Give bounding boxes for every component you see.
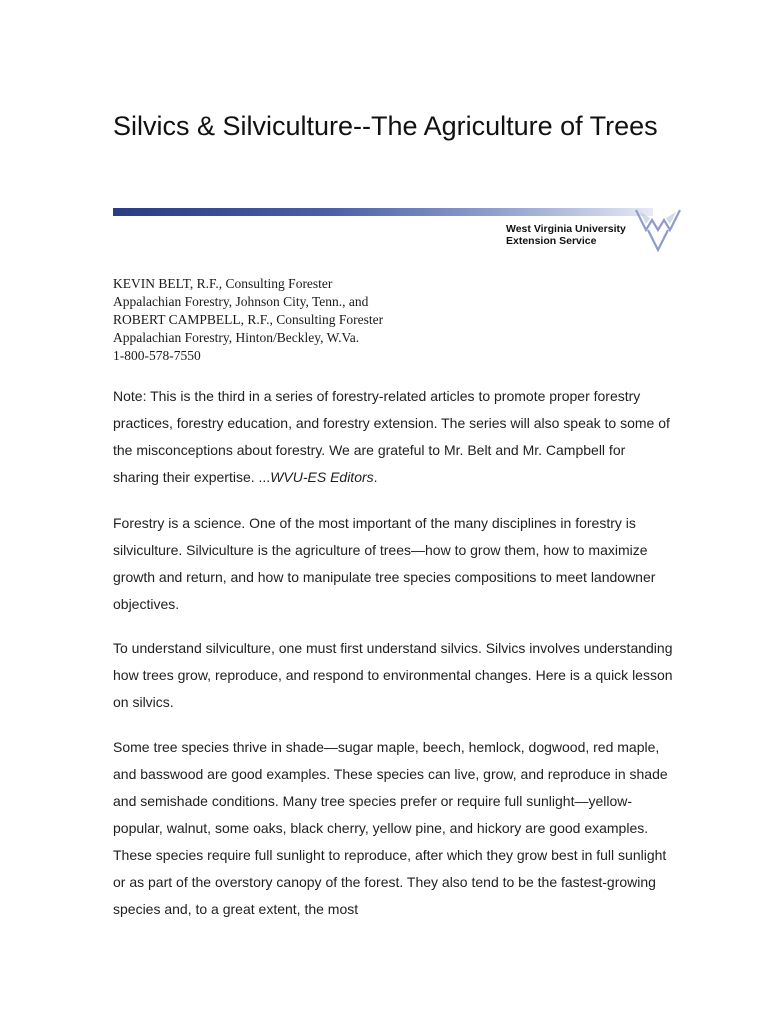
body-paragraph: Forestry is a science. One of the most important of the many disciplines in forestry is silviculture. Silviculture is the agriculture of trees—how to grow them, how to maximize growth and return, and how to manipulate tree species compositions to meet landowner objectives. bbox=[113, 515, 656, 612]
author-line: Appalachian Forestry, Johnson City, Tenn., and bbox=[113, 294, 369, 309]
editor-note-end: . bbox=[373, 469, 378, 485]
author-line: KEVIN BELT, R.F., Consulting Forester bbox=[113, 276, 333, 291]
phone-number: 1-800-578-7550 bbox=[113, 348, 201, 363]
author-line: ROBERT CAMPBELL, R.F., Consulting Forester bbox=[113, 312, 384, 327]
editor-note-paragraph bbox=[113, 383, 673, 491]
editor-signature: WVU-ES Editors bbox=[270, 469, 374, 485]
editor-note-text: Note: This is the third in a series of forestry-related articles to promote proper forestry practices, forestry education, and forestry extension. The series will also speak to some of the misconceptions about forestry. We are grateful to Mr. Belt and Mr. Campbell for sharing their expertise. ... bbox=[113, 388, 670, 485]
header-rule-bar bbox=[113, 208, 653, 216]
org-name-block bbox=[506, 223, 626, 247]
org-name-line1: West Virginia University bbox=[506, 223, 626, 235]
author-line: Appalachian Forestry, Hinton/Beckley, W.Va. bbox=[113, 330, 360, 345]
body-paragraph: To understand silviculture, one must first understand silvics. Silvics involves understanding how trees grow, reproduce, and respond to environmental changes. Here is a quick lesson on silvics. bbox=[113, 640, 673, 710]
org-name-line2: Extension Service bbox=[506, 235, 597, 247]
body-paragraph: Some tree species thrive in shade—sugar maple, beech, hemlock, dogwood, red maple, and basswood are good examples. These species can live, grow, and reproduce in shade and semishade conditions. Many tree species prefer or require full sunlight—yellow-popular, walnut, some oaks, black cherry, yellow pine, and hickory are good examples. These species require full sunlight to reproduce, after which they grow best in full sunlight or as part of the overstory canopy of the forest. They also tend to be the fastest-growing species and, to a great extent, the most bbox=[113, 739, 668, 917]
wv-flying-wv-logo-icon bbox=[634, 208, 682, 252]
page-title: Silvics & Silviculture--The Agriculture of Trees bbox=[113, 111, 658, 141]
author-block bbox=[113, 275, 383, 365]
